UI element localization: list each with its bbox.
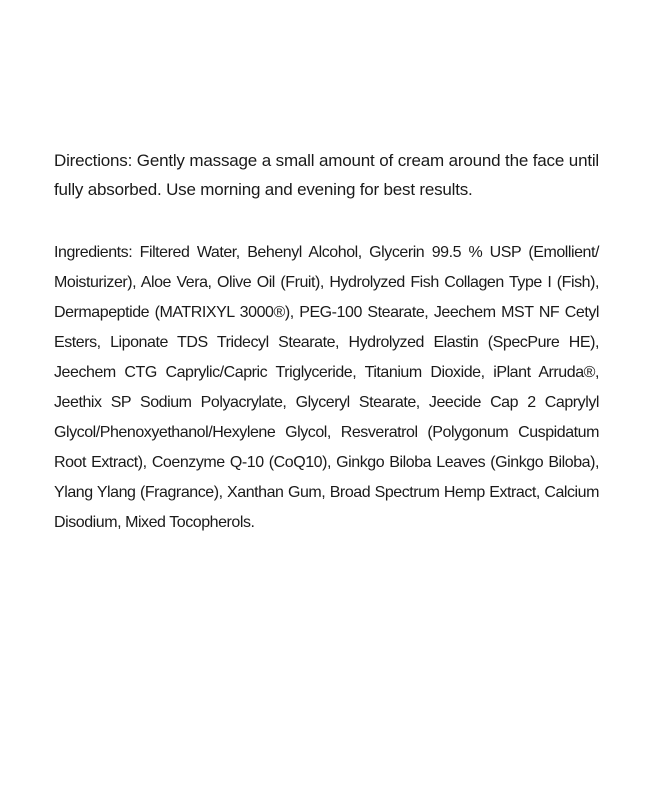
directions-paragraph: Directions: Gently massage a small amount of cream around the face until fully absorbed. Use morning and evening for best results. [54, 151, 599, 199]
ingredients-paragraph: Ingredients: Filtered Water, Behenyl Alcohol, Glycerin 99.5 % USP (Emollient/ Moisturizer), Aloe Vera, Olive Oil (Fruit), Hydrolyzed Fish Collagen Type I (Fish), Dermapeptide (MATRIXYL 3000®), PEG-100 Stearate, Jeechem MST NF Cetyl Esters, Liponate TDS Tridecyl Stearate, Hydrolyzed Elastin (SpecPure HE), Jeechem CTG Caprylic/Capric Triglyceride, Titanium Dioxide, iPlant Arruda®, Jeethix SP Sodium Polyacrylate, Glyceryl Stearate, Jeecide Cap 2 Caprylyl Glycol/Phenoxyethanol/Hexylene Glycol, Resveratrol (Polygonum Cuspidatum Root Extract), Coenzyme Q-10 (CoQ10), Ginkgo Biloba Leaves (Ginkgo Biloba), Ylang Ylang (Fragrance), Xanthan Gum, Broad Spectrum Hemp Extract, Calcium Disodium, Mixed Tocopherols. [54, 244, 599, 531]
